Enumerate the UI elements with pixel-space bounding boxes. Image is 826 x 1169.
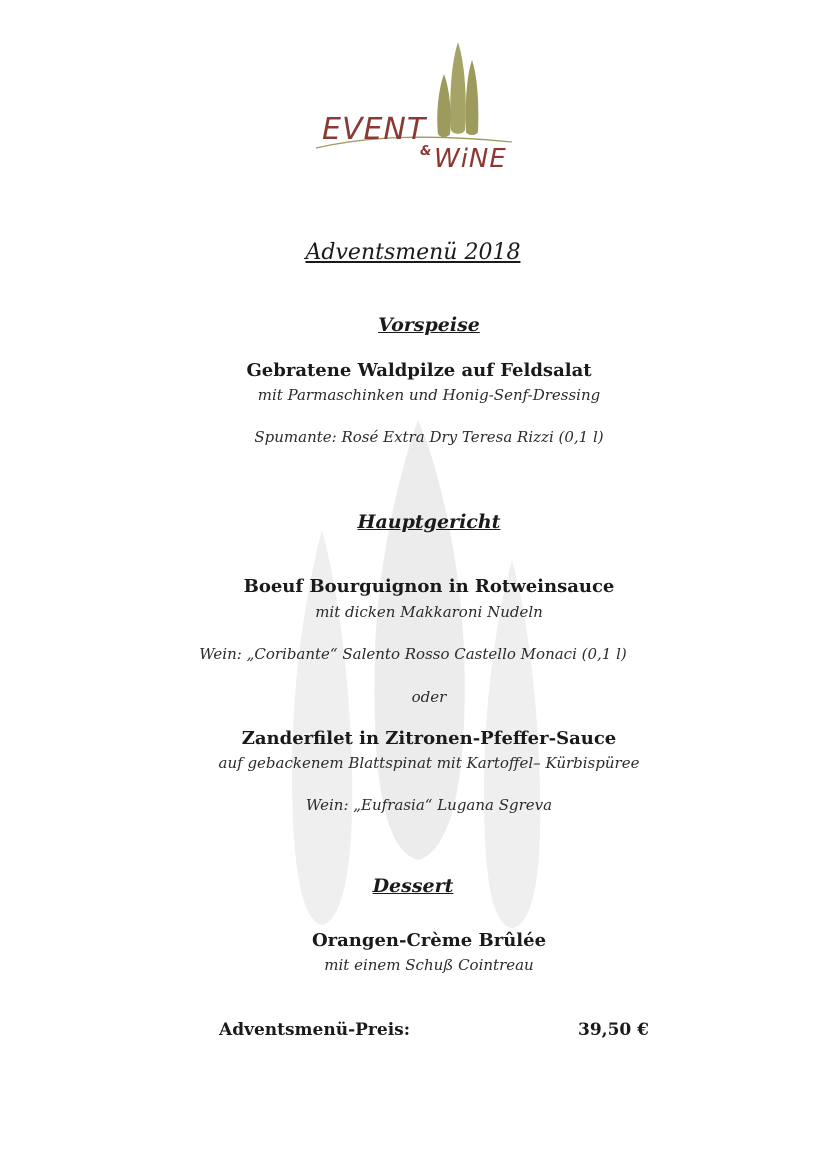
starter-dish: Gebratene Waldpilze auf Feldsalat: [246, 360, 592, 381]
logo-word-wine: WiNE: [434, 144, 507, 174]
main-dish-2-description: auf gebackenem Blattspinat mit Kartoffel– Kürbispüree: [218, 754, 640, 772]
main-dish-1: Boeuf Bourguignon in Rotweinsauce: [243, 576, 615, 597]
price-value: 39,50 €: [578, 1020, 649, 1040]
or-separator: oder: [411, 688, 447, 706]
event-wine-logo: [308, 38, 520, 180]
main-dish-2-wine: Wein: „Eufrasia“ Lugana Sgreva: [305, 796, 553, 814]
dessert-description: mit einem Schuß Cointreau: [324, 956, 534, 974]
main-dish-2: Zanderfilet in Zitronen-Pfeffer-Sauce: [241, 728, 617, 749]
main-dish-1-wine: Wein: „Coribante“ Salento Rosso Castello Monaci (0,1 l): [199, 645, 627, 663]
dessert-dish: Orangen-Crème Brûlée: [311, 930, 547, 951]
starter-wine: Spumante: Rosé Extra Dry Teresa Rizzi (0,1 l): [254, 428, 604, 446]
section-heading-starter: Vorspeise: [378, 314, 480, 336]
logo-word-event: EVENT: [322, 112, 427, 147]
main-dish-1-description: mit dicken Makkaroni Nudeln: [315, 603, 543, 621]
section-heading-dessert: Dessert: [372, 875, 454, 897]
menu-title: Adventsmenü 2018: [305, 240, 521, 265]
logo-ampersand: &: [420, 144, 433, 159]
price-label: Adventsmenü-Preis:: [219, 1020, 410, 1040]
starter-description: mit Parmaschinken und Honig-Senf-Dressing: [257, 386, 601, 404]
section-heading-main: Hauptgericht: [357, 511, 501, 533]
